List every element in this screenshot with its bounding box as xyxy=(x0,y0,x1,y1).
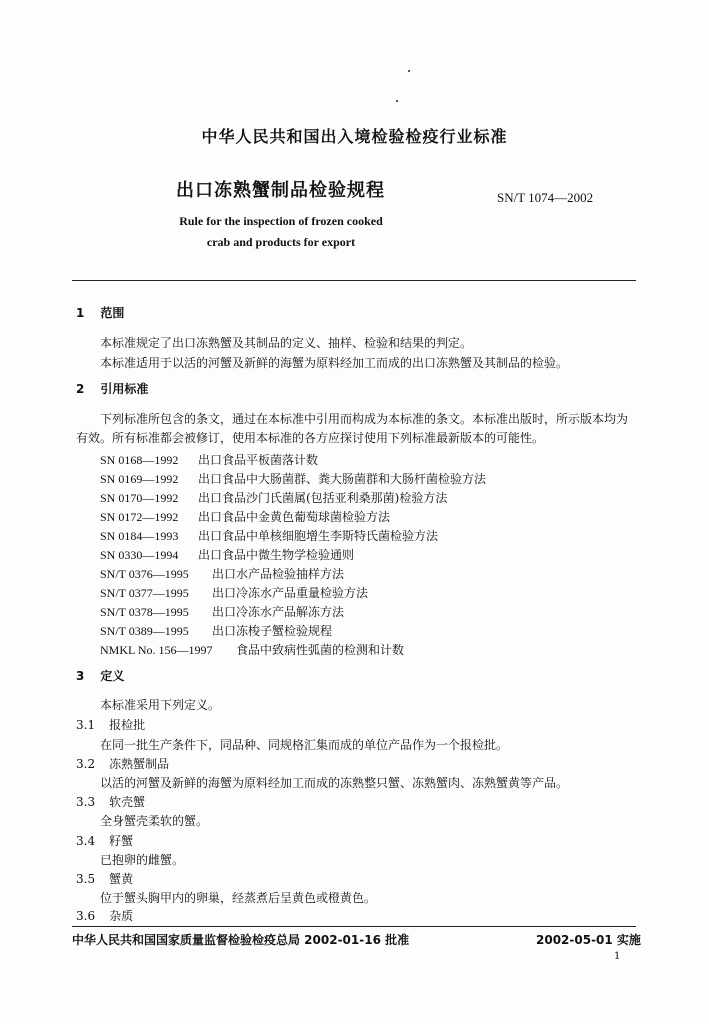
reference-title: 出口冻梭子蟹检验规程 xyxy=(212,624,333,638)
term-name: 冻熟蟹制品 xyxy=(109,757,170,771)
term-name: 报检批 xyxy=(109,718,146,732)
reference-code: SN/T 0377—1995 xyxy=(100,586,189,600)
term-name: 蟹黄 xyxy=(109,872,134,886)
clause-number: 3.4 xyxy=(76,834,96,848)
implementation-date: 2002-05-01 实施 xyxy=(536,933,641,947)
reference-item xyxy=(100,546,354,563)
reference-code: SN/T 0376—1995 xyxy=(100,567,189,581)
clause-number: 3.3 xyxy=(76,795,96,809)
reference-title: 出口水产品检验抽样方法 xyxy=(212,567,345,581)
definition-text: 以活的河蟹及新鲜的海蟹为原料经加工而成的冻熟整只蟹、冻熟蟹肉、冻熟蟹黄等产品。 xyxy=(100,776,569,790)
reference-title: 出口食品中大肠菌群、粪大肠菌群和大肠杆菌检验方法 xyxy=(198,472,487,486)
term-name: 软壳蟹 xyxy=(109,795,146,809)
term-name: 杂质 xyxy=(109,909,134,923)
reference-title: 出口食品中金黄色葡萄球菌检验方法 xyxy=(198,510,391,524)
section-number: 3 xyxy=(76,669,85,683)
reference-item xyxy=(100,565,344,582)
term-name: 籽蟹 xyxy=(109,834,134,848)
reference-code: SN 0172—1992 xyxy=(100,510,179,524)
reference-title: 出口食品中微生物学检验通则 xyxy=(198,548,355,562)
definition-text: 已抱卵的雌蟹。 xyxy=(100,853,185,867)
reference-code: SN 0169—1992 xyxy=(100,472,179,486)
definition-term xyxy=(76,755,169,772)
reference-item xyxy=(100,622,332,639)
reference-title: 食品中致病性弧菌的检测和计数 xyxy=(236,643,405,657)
english-title-line2: crab and products for export xyxy=(206,235,356,249)
section-3-heading xyxy=(76,667,124,684)
reference-code: SN 0168—1992 xyxy=(100,453,179,467)
clause-number: 3.5 xyxy=(76,872,96,886)
footer-rule xyxy=(72,926,636,927)
reference-item xyxy=(100,527,438,544)
clause-number: 3.6 xyxy=(76,909,96,923)
speck xyxy=(396,100,398,102)
definition-term xyxy=(76,793,145,810)
section-title: 引用标准 xyxy=(100,382,149,396)
reference-item xyxy=(100,451,318,468)
definition-text: 位于蟹头胸甲内的卵巢，经蒸煮后呈黄色或橙黄色。 xyxy=(100,891,377,905)
reference-title: 出口冷冻水产品重量检验方法 xyxy=(212,586,369,600)
reference-code: NMKL No. 156—1997 xyxy=(100,643,213,657)
definition-term xyxy=(76,907,133,924)
reference-title: 出口食品沙门氏菌属(包括亚利桑那菌)检验方法 xyxy=(198,491,448,505)
section-number: 2 xyxy=(76,382,85,396)
reference-item xyxy=(100,603,344,620)
reference-item xyxy=(100,470,486,487)
reference-code: SN/T 0389—1995 xyxy=(100,624,189,638)
reference-code: SN 0170—1992 xyxy=(100,491,179,505)
definition-text: 在同一批生产条件下，同品种、同规格汇集而成的单位产品作为一个报检批。 xyxy=(100,738,509,752)
standard-title: 出口冻熟蟹制品检验规程 xyxy=(176,180,385,201)
section-number: 1 xyxy=(76,306,85,320)
section-1-heading xyxy=(76,304,124,321)
clause-number: 3.2 xyxy=(76,757,96,771)
reference-item xyxy=(100,584,368,601)
reference-code: SN/T 0378—1995 xyxy=(100,605,189,619)
reference-item xyxy=(100,641,404,658)
reference-code: SN 0330—1994 xyxy=(100,548,179,562)
definition-term xyxy=(76,716,145,733)
issuing-organization: 中华人民共和国出入境检验检疫行业标准 xyxy=(201,127,508,146)
section-2-heading xyxy=(76,380,148,397)
paragraph: 本标准规定了出口冻熟蟹及其制品的定义、抽样、检验和结果的判定。 xyxy=(100,336,473,350)
speck xyxy=(408,70,410,72)
section-title: 定义 xyxy=(100,669,125,683)
paragraph: 本标准采用下列定义。 xyxy=(100,698,221,712)
paragraph: 下列标准所包含的条文，通过在本标准中引用而构成为本标准的条文。本标准出版时，所示版本均为有效。所有标准都会被修订，使用本标准的各方应探讨使用下列标准最新版本的可能性。 xyxy=(76,412,629,445)
clause-number: 3.1 xyxy=(76,718,96,732)
english-title-line1: Rule for the inspection of frozen cooked xyxy=(179,214,383,228)
header-rule xyxy=(72,280,636,281)
reference-item xyxy=(100,489,447,506)
paragraph: 本标准适用于以活的河蟹及新鲜的海蟹为原料经加工而成的出口冻熟蟹及其制品的检验。 xyxy=(100,356,569,370)
section-title: 范围 xyxy=(100,306,125,320)
definition-text: 全身蟹壳柔软的蟹。 xyxy=(100,814,209,828)
standard-code: SN/T 1074—2002 xyxy=(497,190,594,205)
reference-title: 出口食品平板菌落计数 xyxy=(198,453,319,467)
definition-term xyxy=(76,870,133,887)
page-number: 1 xyxy=(614,951,621,962)
reference-title: 出口冷冻水产品解冻方法 xyxy=(212,605,345,619)
approval-statement: 中华人民共和国国家质量监督检验检疫总局 2002-01-16 批准 xyxy=(72,933,410,947)
definition-term xyxy=(76,832,133,849)
reference-title: 出口食品中单核细胞增生李斯特氏菌检验方法 xyxy=(198,529,439,543)
reference-code: SN 0184—1993 xyxy=(100,529,179,543)
reference-item xyxy=(100,508,390,525)
